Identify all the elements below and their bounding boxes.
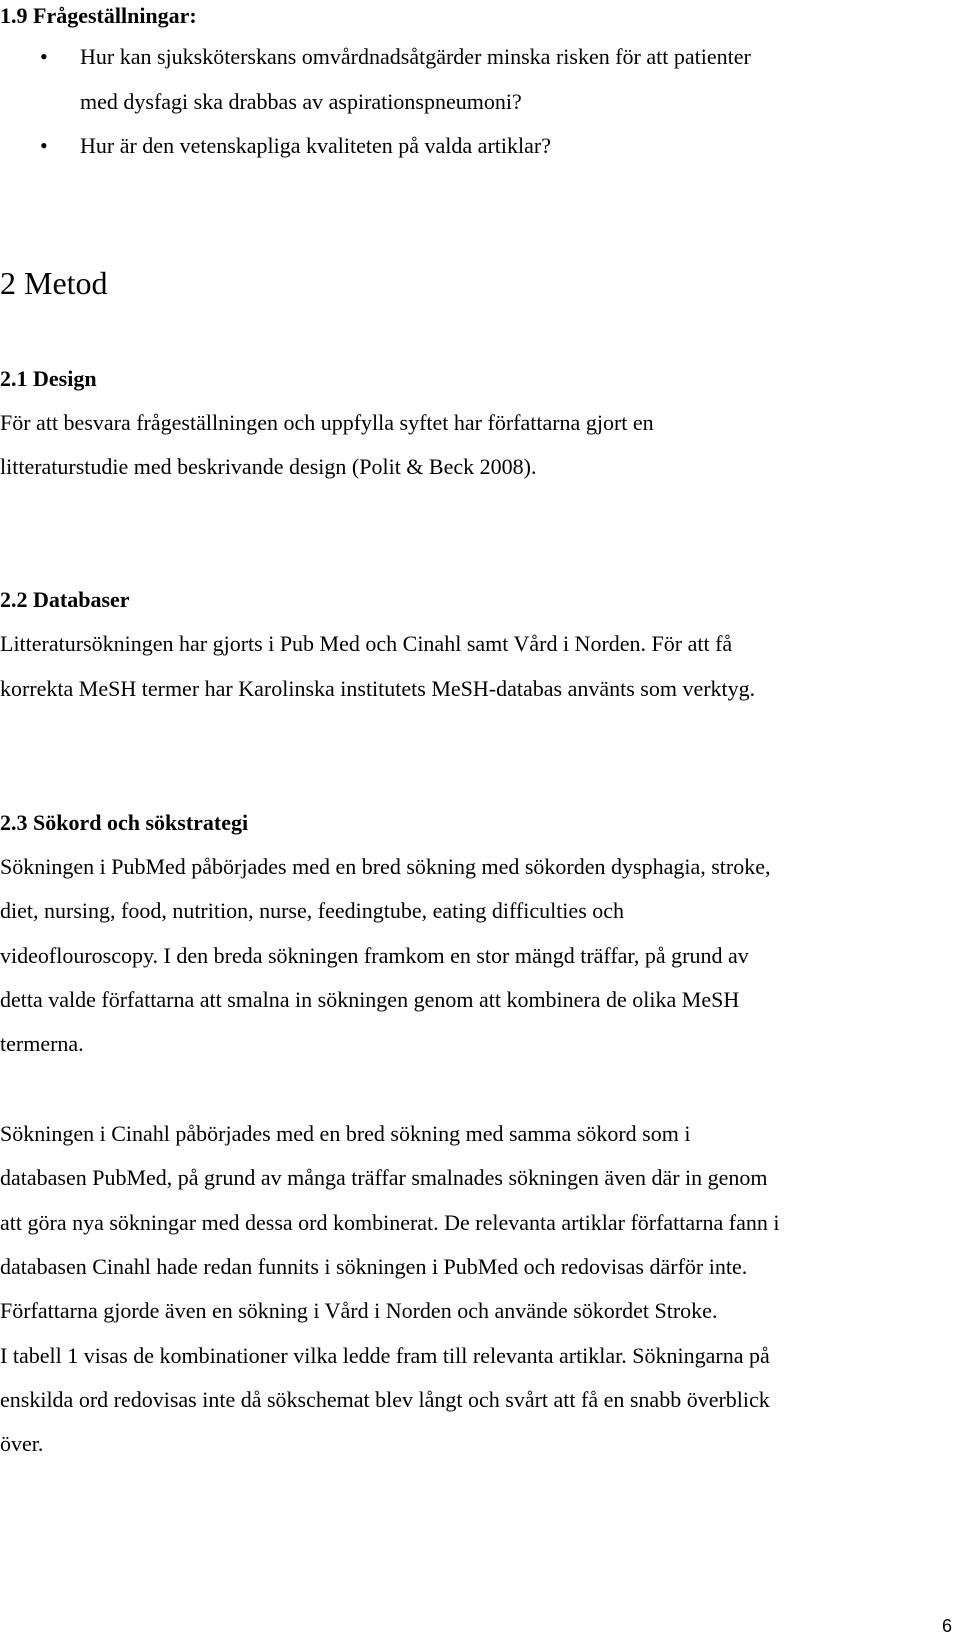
bullet-marker: • <box>40 133 48 158</box>
section-2-2-heading: 2.2 Databaser <box>0 587 130 612</box>
section-2-heading: 2 Metod <box>0 265 108 301</box>
section-2-3-heading: 2.3 Sökord och sökstrategi <box>0 810 249 835</box>
sokord-p1-line-4: detta valde författarna att smalna in sökningen genom att kombinera de olika MeSH <box>0 987 740 1012</box>
sokord-p1-line-2: diet, nursing, food, nutrition, nurse, feedingtube, eating difficulties och <box>0 898 625 923</box>
page-number: 6 <box>941 1616 952 1636</box>
sokord-p2-line-4: databasen Cinahl hade redan funnits i sökningen i PubMed och redovisas därför inte. <box>0 1254 748 1279</box>
bullet-1-line-1: Hur kan sjuksköterskans omvårdnadsåtgärder minska risken för att patienter <box>80 44 751 69</box>
sokord-p2-line-7: enskilda ord redovisas inte då sökschemat blev långt och svårt att få en snabb överblick <box>0 1387 770 1412</box>
databaser-line-1: Litteratursökningen har gjorts i Pub Med och Cinahl samt Vård i Norden. För att få <box>0 631 733 656</box>
section-2-1-heading: 2.1 Design <box>0 366 97 391</box>
sokord-p2-line-2: databasen PubMed, på grund av många träffar smalnades sökningen även där in genom <box>0 1165 768 1190</box>
sokord-p1-line-3: videoflouroscopy. I den breda sökningen framkom en stor mängd träffar, på grund av <box>0 943 749 968</box>
section-1-9-heading: 1.9 Frågeställningar: <box>0 3 197 28</box>
sokord-p2-line-5: Författarna gjorde även en sökning i Vård i Norden och använde sökordet Stroke. <box>0 1298 718 1323</box>
sokord-p2-line-8: över. <box>0 1431 44 1456</box>
sokord-p1-line-5: termerna. <box>0 1031 84 1056</box>
sokord-p2-line-3: att göra nya sökningar med dessa ord kombinerat. De relevanta artiklar författarna fann i <box>0 1210 780 1235</box>
bullet-1-line-2: med dysfagi ska drabbas av aspirationspneumoni? <box>80 89 522 114</box>
databaser-line-2: korrekta MeSH termer har Karolinska institutets MeSH-databas använts som verktyg. <box>0 676 756 701</box>
sokord-p2-line-6: I tabell 1 visas de kombinationer vilka ledde fram till relevanta artiklar. Sökningarna på <box>0 1343 770 1368</box>
sokord-p1-line-1: Sökningen i PubMed påbörjades med en bred sökning med sökorden dysphagia, stroke, <box>0 854 771 879</box>
bullet-2-line-1: Hur är den vetenskapliga kvaliteten på valda artiklar? <box>80 133 551 158</box>
bullet-marker: • <box>40 44 48 69</box>
sokord-p2-line-1: Sökningen i Cinahl påbörjades med en bred sökning med samma sökord som i <box>0 1121 691 1146</box>
design-line-1: För att besvara frågeställningen och uppfylla syftet har författarna gjort en <box>0 410 654 435</box>
design-line-2: litteraturstudie med beskrivande design (Polit & Beck 2008). <box>0 454 537 479</box>
